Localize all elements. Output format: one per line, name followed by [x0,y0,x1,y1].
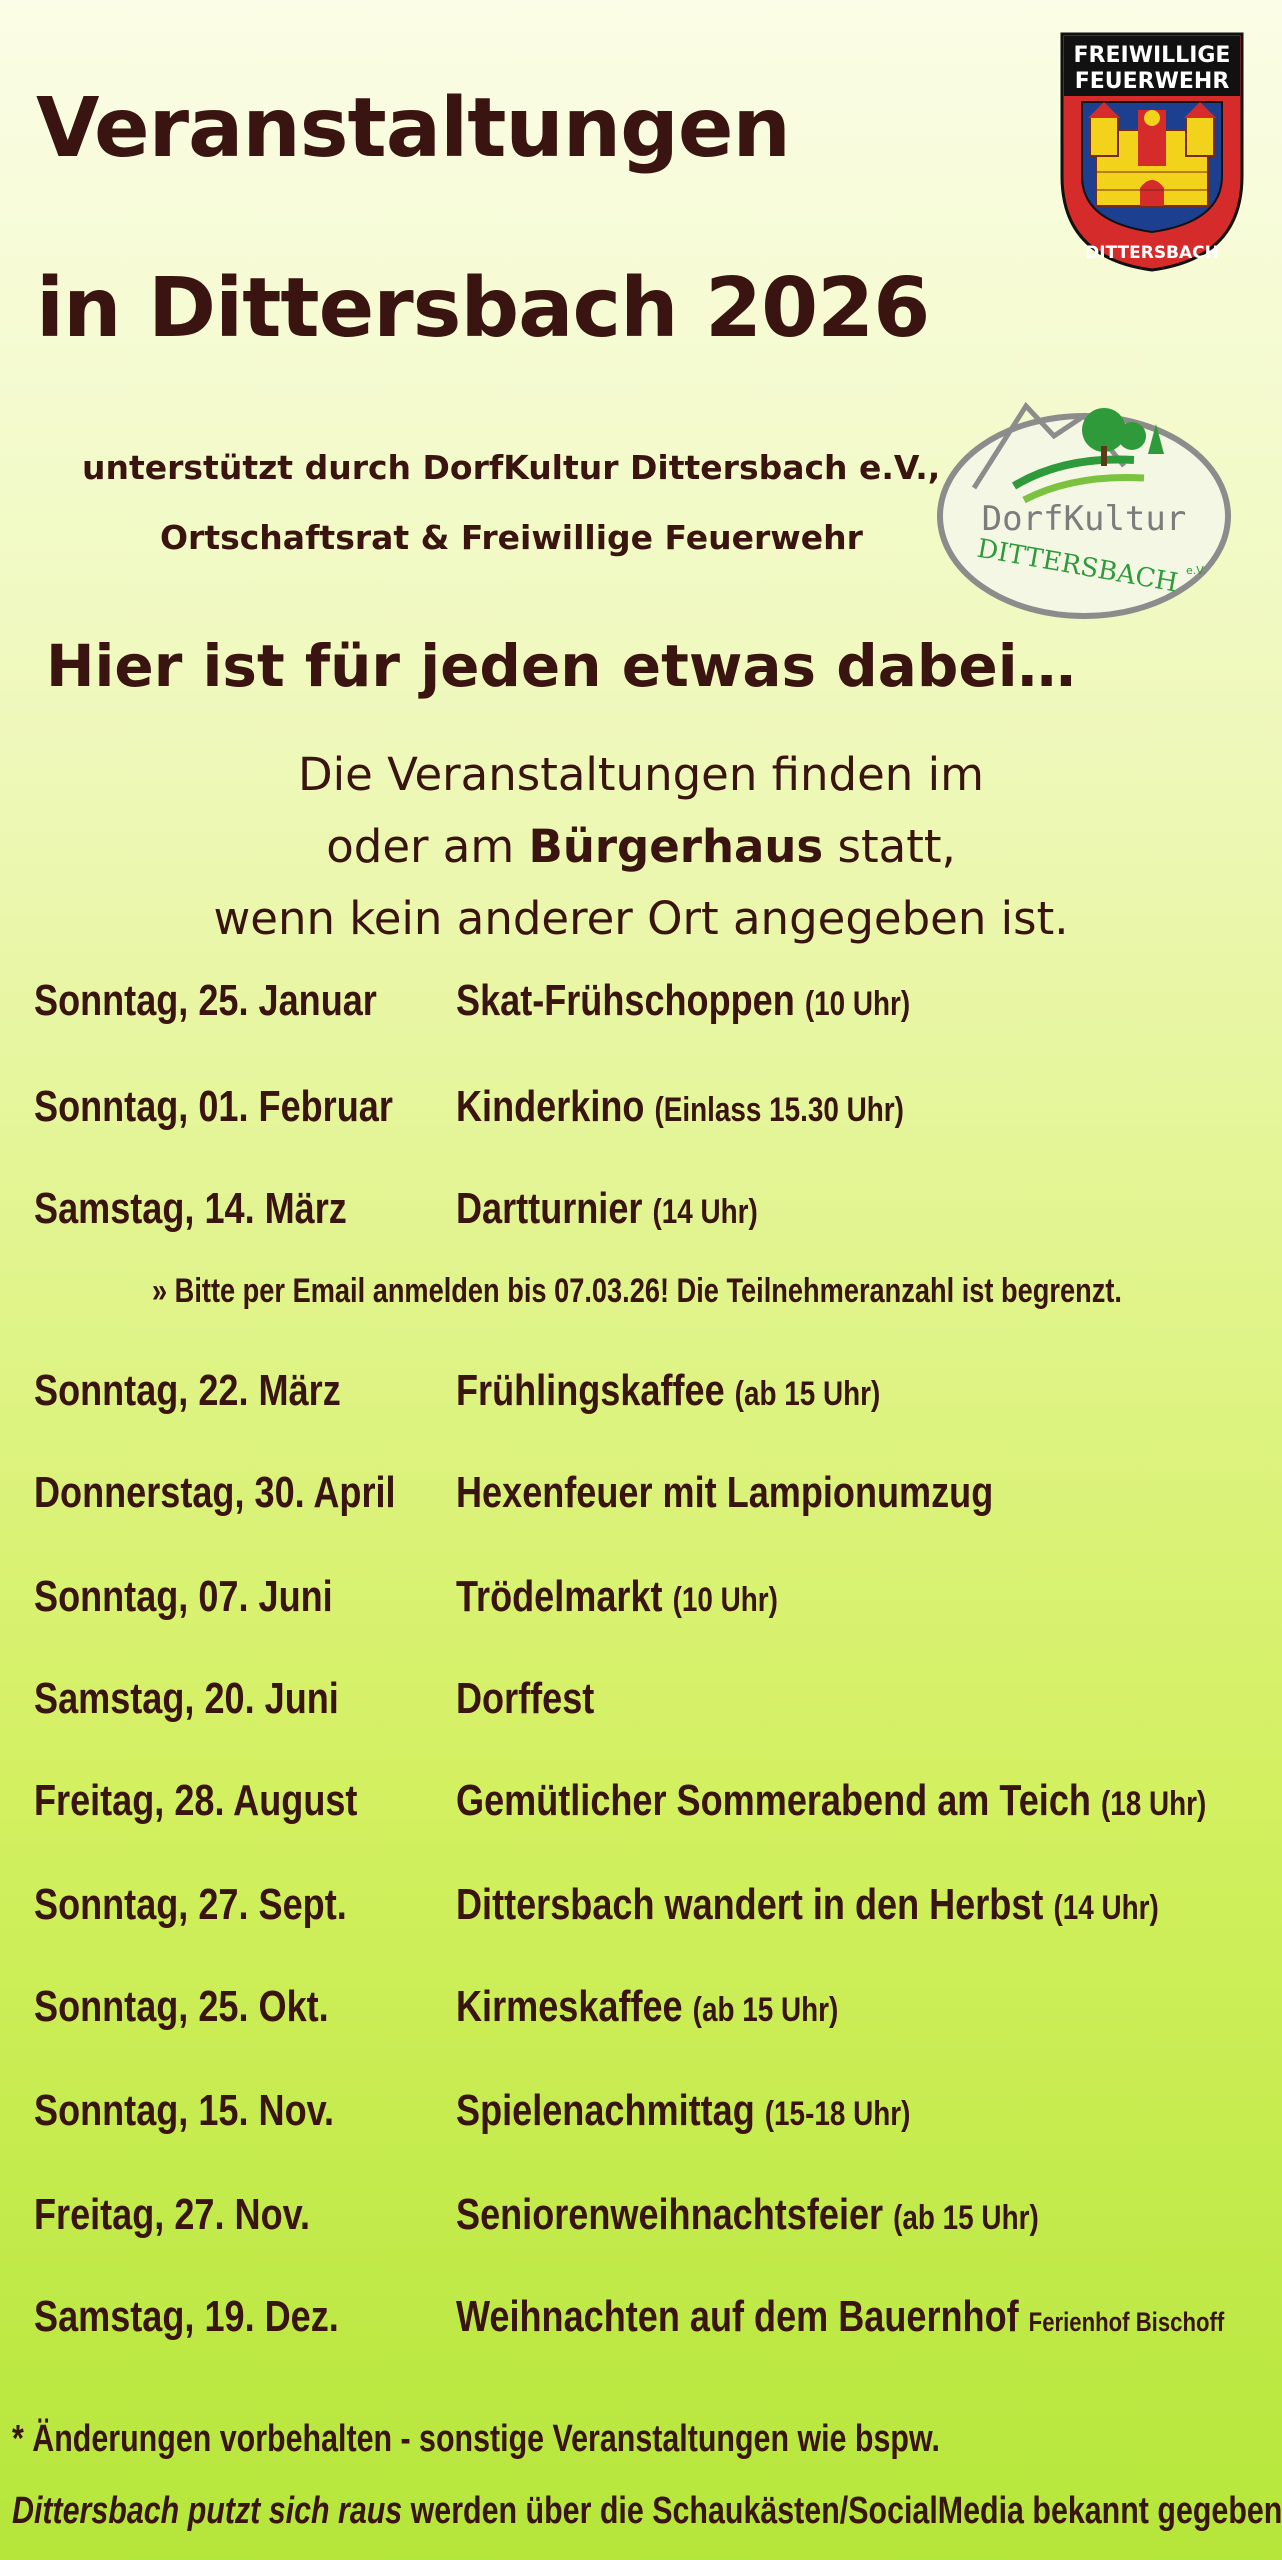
event-detail: Ferienhof Bischoff [1028,2307,1225,2337]
event-date: Sonntag, 22. März [34,1366,341,1415]
event-description [456,1674,594,1724]
location-info-venue: Bürgerhaus [528,820,824,873]
event-description [456,2292,1224,2342]
event-row [34,2292,1274,2352]
badge-text-top: FREIWILLIGE [1073,43,1231,68]
event-row [34,1184,1274,1244]
event-row [34,1572,1274,1632]
event-title: Weihnachten auf dem Bauernhof [456,2292,1019,2341]
event-detail: (ab 15 Uhr) [893,2199,1039,2237]
event-description [456,1082,904,1132]
event-description [456,1982,838,2032]
event-date: Samstag, 14. März [34,1184,347,1233]
event-title: Trödelmarkt [456,1572,663,1621]
event-date: Freitag, 28. August [34,1776,358,1825]
event-detail: (14 Uhr) [652,1193,758,1231]
event-row [34,1674,1274,1734]
support-line-1: unterstützt durch DorfKultur Dittersbach e.V., [82,448,941,487]
footer-line2 [12,2490,1282,2533]
location-info-line2-pre: oder am [326,820,529,873]
event-row [34,2086,1274,2146]
event-row [34,976,1274,1036]
event-date: Freitag, 27. Nov. [34,2190,311,2239]
event-description [456,1184,758,1234]
dorfkultur-suffix: e.V. [1186,564,1206,577]
event-description [456,2190,1039,2240]
event-date: Sonntag, 07. Juni [34,1572,333,1621]
event-date: Sonntag, 01. Februar [34,1082,393,1131]
event-description [456,1776,1206,1826]
event-row [34,1776,1274,1836]
footer-line2-rest: werden über die Schaukästen/SocialMedia bekannt gegeben [402,2490,1282,2532]
event-row [34,1366,1274,1426]
footer-line1: * Änderungen vorbehalten - sonstige Veranstaltungen wie bspw. [12,2418,940,2460]
badge-text-bottom: DITTERSBACH [1085,243,1219,263]
location-info-line2-post: statt, [823,820,956,873]
event-description [456,1366,880,1416]
badge-text-mid: FEUERWEHR [1074,69,1230,94]
event-title: Seniorenweihnachtsfeier [456,2190,884,2239]
event-title: Hexenfeuer mit Lampionumzug [456,1468,994,1517]
event-detail: (ab 15 Uhr) [734,1375,881,1413]
event-title: Dittersbach wandert in den Herbst [456,1880,1044,1929]
event-detail: (18 Uhr) [1100,1785,1207,1823]
event-row [34,1982,1274,2042]
event-description [456,1468,993,1518]
event-detail: (10 Uhr) [672,1581,778,1619]
event-detail: (10 Uhr) [804,985,911,1023]
event-row [34,1880,1274,1940]
event-title: Dartturnier [456,1184,643,1233]
dart-registration-note: » Bitte per Email anmelden bis 07.03.26! Die Teilnehmeranzahl ist begrenzt. [152,1272,1122,1310]
event-title: Kirmeskaffee [456,1982,683,2031]
event-detail: (15-18 Uhr) [764,2095,911,2133]
event-row [34,1082,1274,1142]
event-date: Samstag, 19. Dez. [34,2292,339,2341]
tagline: Hier ist für jeden etwas dabei… [46,632,1076,700]
page-title-line2: in Dittersbach 2026 [36,261,930,356]
location-info-line1: Die Veranstaltungen finden im [298,748,984,801]
event-title: Gemütlicher Sommerabend am Teich [456,1776,1091,1825]
event-detail: (ab 15 Uhr) [692,1991,839,2029]
dorfkultur-place: DITTERSBACH [974,533,1181,599]
event-description [456,2086,910,2136]
event-date: Sonntag, 25. Januar [34,976,377,1025]
event-detail: (Einlass 15.30 Uhr) [654,1091,904,1129]
event-title: Frühlingskaffee [456,1366,725,1415]
page-title-line1: Veranstaltungen [36,81,790,176]
dorfkultur-name: DorfKultur [981,499,1187,539]
event-description [456,1880,1159,1930]
support-line-2: Ortschaftsrat & Freiwillige Feuerwehr [160,518,863,557]
event-title: Skat-Frühschoppen [456,976,795,1025]
event-date: Sonntag, 15. Nov. [34,2086,335,2135]
event-description [456,1572,778,1622]
location-info-line3: wenn kein anderer Ort angegeben ist. [213,892,1069,945]
event-row [34,1468,1274,1528]
event-date: Samstag, 20. Juni [34,1674,339,1723]
event-date: Sonntag, 25. Okt. [34,1982,329,2031]
event-title: Dorffest [456,1674,595,1723]
event-description [456,976,910,1026]
event-detail: (14 Uhr) [1053,1889,1159,1927]
event-title: Spielenachmittag [456,2086,755,2135]
event-row [34,2190,1274,2250]
event-date: Sonntag, 27. Sept. [34,1880,347,1929]
footer-campaign-name: Dittersbach putzt sich raus [12,2490,403,2532]
event-date: Donnerstag, 30. April [34,1468,396,1517]
event-title: Kinderkino [456,1082,645,1131]
